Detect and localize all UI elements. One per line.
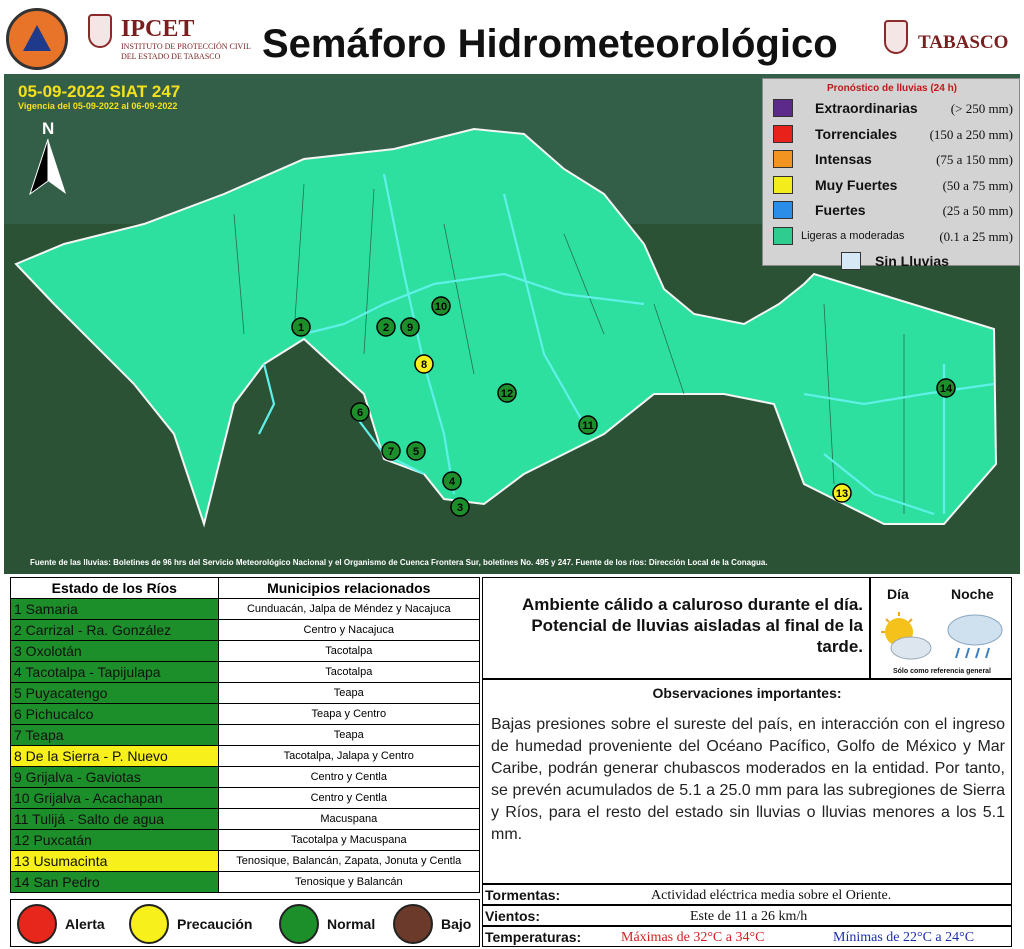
legend-swatch xyxy=(773,99,793,117)
river-marker-label: 7 xyxy=(387,446,395,458)
legend-label: Sin Lluvias xyxy=(875,253,949,269)
legend-item xyxy=(771,97,1017,119)
table-row xyxy=(11,746,480,767)
river-marker-label: 11 xyxy=(582,420,594,432)
table-row xyxy=(11,620,480,641)
river-name-cell: 1 Samaria xyxy=(11,599,219,620)
state-title: TABASCO xyxy=(918,32,1009,53)
river-marker-label: 2 xyxy=(382,322,390,334)
status-label: Normal xyxy=(327,916,376,932)
municipalities-cell: Cunduacán, Jalpa de Méndez y Nacajuca xyxy=(218,599,479,620)
table-row xyxy=(11,767,480,788)
legend-range: (75 a 150 mm) xyxy=(936,152,1013,167)
river-marker xyxy=(407,442,425,460)
status-label: Alerta xyxy=(65,916,105,932)
status-dot-icon xyxy=(129,904,169,944)
river-name-cell: 7 Teapa xyxy=(11,725,219,746)
legend-label: Extraordinarias xyxy=(815,100,918,116)
storms-row xyxy=(482,884,1012,905)
observations-text: Bajas presiones sobre el sureste del país, en interacción con el ingreso de humedad proveniente del Océano Pacífico, Golfo de México y Mar Caribe, podrán generar chubascos moderados en la entidad. Por tanto, se prevén acumulados de 5.1 a 25.0 mm para las subregiones de Sierra y Ríos, para el resto del estado sin lluvias o lluvias menores a los 5.1 mm. xyxy=(491,716,1005,843)
table-row xyxy=(11,599,480,620)
temperatures-row xyxy=(482,926,1012,947)
status-dot-icon xyxy=(279,904,319,944)
ipcet-title: IPCET xyxy=(121,16,195,42)
river-name-cell: 13 Usumacinta xyxy=(11,851,219,872)
municipalities-cell: Tacotalpa, Jalapa y Centro xyxy=(218,746,479,767)
legend-swatch xyxy=(773,125,793,143)
table-row xyxy=(11,641,480,662)
river-marker-label: 4 xyxy=(448,476,456,488)
river-marker-label: 13 xyxy=(835,488,849,500)
max-temperature: Máximas de 32°C a 34°C xyxy=(621,930,765,945)
municipalities-cell: Teapa xyxy=(218,725,479,746)
river-name-cell: 8 De la Sierra - P. Nuevo xyxy=(11,746,219,767)
river-marker-label: 12 xyxy=(500,388,514,400)
river-marker-label: 8 xyxy=(420,359,428,371)
ipcet-subtitle-line-2: DEL ESTADO DE TABASCO xyxy=(121,52,221,61)
river-marker-label: 10 xyxy=(434,301,448,313)
legend-swatch xyxy=(773,227,793,245)
day-label: Día xyxy=(887,586,909,602)
legend-range: (150 a 250 mm) xyxy=(929,126,1013,142)
status-label: Bajo xyxy=(441,916,472,932)
river-marker xyxy=(451,498,469,516)
river-marker xyxy=(415,355,433,373)
municipalities-cell: Tacotalpa xyxy=(218,662,479,683)
table-row xyxy=(11,830,480,851)
legend-heading: Pronóstico de lluvias (24 h) xyxy=(826,83,958,94)
night-label: Noche xyxy=(951,586,994,602)
data-source-credit: Fuente de las lluvias: Boletines de 96 hrs del Servicio Meteorológico Nacional y el Organismo de Cuenca Frontera Sur, boletines No. 495 y 247. Fuente de los ríos: Dirección Local de la Conagua. xyxy=(30,558,768,567)
status-legend xyxy=(10,899,480,947)
municipalities-cell: Teapa xyxy=(218,683,479,704)
page-title: Semáforo Hidrometeorológico xyxy=(262,22,838,66)
river-marker xyxy=(443,472,461,490)
winds-value: Este de 11 a 26 km/h xyxy=(690,909,808,924)
winds-label: Vientos: xyxy=(485,908,540,924)
legend-label: Ligeras a moderadas xyxy=(801,229,905,242)
min-temperature: Mínimas de 22°C a 24°C xyxy=(833,930,975,945)
reference-note: Sólo como referencia general xyxy=(892,668,992,675)
legend-label: Torrenciales xyxy=(815,125,898,142)
legend-item xyxy=(771,199,1017,221)
river-marker xyxy=(382,442,400,460)
river-marker xyxy=(498,384,516,402)
table-row xyxy=(11,872,480,893)
status-dot-icon xyxy=(17,904,57,944)
legend-swatch xyxy=(841,252,861,270)
north-label: N xyxy=(42,119,55,138)
municipalities-cell: Centro y Centla xyxy=(218,788,479,809)
river-name-cell: 5 Puyacatengo xyxy=(11,683,219,704)
tabasco-shield-logo xyxy=(884,20,908,54)
river-marker xyxy=(579,416,597,434)
legend-swatch xyxy=(773,176,793,194)
river-name-cell: 14 San Pedro xyxy=(11,872,219,893)
table-row xyxy=(11,725,480,746)
rain-legend xyxy=(762,78,1020,269)
river-marker xyxy=(401,318,419,336)
storms-value: Actividad eléctrica media sobre el Oriente. xyxy=(651,888,892,903)
table-row xyxy=(11,704,480,725)
river-marker-label: 14 xyxy=(939,383,953,395)
table-row xyxy=(11,851,480,872)
table-row xyxy=(11,788,480,809)
legend-item xyxy=(771,250,1017,272)
legend-swatch xyxy=(773,201,793,219)
municipalities-cell: Tacotalpa xyxy=(218,641,479,662)
river-name-cell: 11 Tulijá - Salto de agua xyxy=(11,809,219,830)
municipalities-cell: Macuspana xyxy=(218,809,479,830)
status-dot-icon xyxy=(393,904,433,944)
status-label: Precaución xyxy=(177,916,253,932)
temperatures-label: Temperaturas: xyxy=(485,929,582,945)
river-marker xyxy=(937,379,955,397)
legend-item xyxy=(771,174,1017,196)
rain-cloud-icon xyxy=(945,608,1005,662)
river-marker xyxy=(377,318,395,336)
rain-forecast-map xyxy=(4,74,1020,574)
municipalities-cell: Centro y Nacajuca xyxy=(218,620,479,641)
sun-cloud-icon xyxy=(877,612,933,662)
table-row xyxy=(11,683,480,704)
legend-label: Muy Fuertes xyxy=(815,176,898,193)
rivers-status-table xyxy=(10,577,480,893)
river-marker-label: 9 xyxy=(406,322,414,334)
river-name-cell: 6 Pichucalco xyxy=(11,704,219,725)
river-marker xyxy=(351,403,369,421)
table-row xyxy=(11,662,480,683)
legend-range: (0.1 a 25 mm) xyxy=(939,228,1013,244)
north-arrow-icon xyxy=(28,139,68,199)
municipalities-cell: Tenosique, Balancán, Zapata, Jonuta y Centla xyxy=(218,851,479,872)
legend-label: Intensas xyxy=(815,151,872,167)
bulletin-date-title: 05-09-2022 SIAT 247 xyxy=(18,82,181,101)
river-marker-label: 5 xyxy=(412,446,420,458)
table-header-state: Estado de los Ríos xyxy=(11,578,219,599)
river-marker-label: 1 xyxy=(297,322,305,334)
day-night-panel xyxy=(870,577,1012,679)
river-marker xyxy=(432,297,450,315)
legend-item xyxy=(771,123,1017,145)
legend-item xyxy=(771,225,1017,247)
legend-label: Fuertes xyxy=(815,202,866,218)
ipcet-subtitle-line-1: INSTITUTO DE PROTECCIÓN CIVIL xyxy=(121,42,251,51)
table-row xyxy=(11,809,480,830)
ipcet-shield-logo xyxy=(88,14,112,48)
municipalities-cell: Tenosique y Balancán xyxy=(218,872,479,893)
municipalities-cell: Teapa y Centro xyxy=(218,704,479,725)
municipalities-cell: Tacotalpa y Macuspana xyxy=(218,830,479,851)
river-marker xyxy=(292,318,310,336)
river-marker xyxy=(833,484,851,502)
forecast-summary: Ambiente cálido a caluroso durante el día. Potencial de lluvias aisladas al final de la tarde. xyxy=(482,577,870,679)
validity-period: Vigencia del 05-09-2022 al 06-09-2022 xyxy=(18,101,178,111)
river-name-cell: 9 Grijalva - Gaviotas xyxy=(11,767,219,788)
legend-item xyxy=(771,148,1017,170)
legend-range: (25 a 50 mm) xyxy=(942,203,1013,218)
legend-range: (50 a 75 mm) xyxy=(942,177,1013,193)
table-header-municipalities: Municipios relacionados xyxy=(218,578,479,599)
storms-label: Tormentas: xyxy=(485,887,561,903)
river-name-cell: 12 Puxcatán xyxy=(11,830,219,851)
municipalities-cell: Centro y Centla xyxy=(218,767,479,788)
legend-swatch xyxy=(773,150,793,168)
river-name-cell: 10 Grijalva - Acachapan xyxy=(11,788,219,809)
river-name-cell: 2 Carrizal - Ra. González xyxy=(11,620,219,641)
river-marker-label: 3 xyxy=(456,502,464,514)
observations-title: Observaciones importantes: xyxy=(652,685,842,701)
proteccion-civil-logo xyxy=(6,8,68,70)
winds-row xyxy=(482,905,1012,926)
river-marker-label: 6 xyxy=(356,407,364,419)
river-name-cell: 4 Tacotalpa - Tapijulapa xyxy=(11,662,219,683)
river-name-cell: 3 Oxolotán xyxy=(11,641,219,662)
legend-range: (> 250 mm) xyxy=(950,101,1013,116)
observations-panel xyxy=(482,679,1012,884)
ipcet-subtitle xyxy=(121,42,251,62)
header xyxy=(0,0,1024,74)
